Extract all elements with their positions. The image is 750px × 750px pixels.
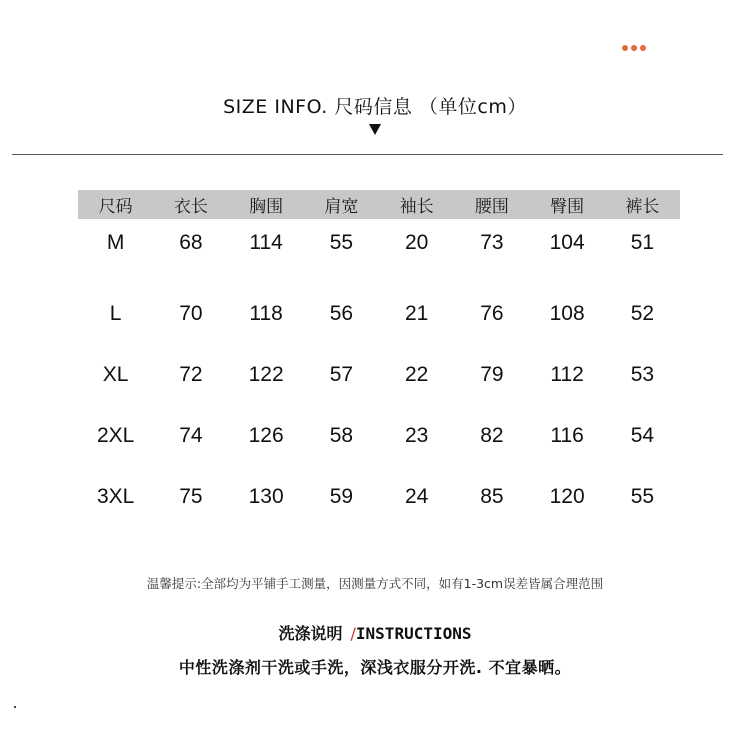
table-cell: 82 xyxy=(480,423,504,447)
table-cell: 76 xyxy=(480,301,504,325)
table-cell: 20 xyxy=(404,231,429,254)
table-cell: 116 xyxy=(550,423,584,447)
down-triangle-icon xyxy=(369,124,381,135)
column-header: 袖长 xyxy=(399,197,434,217)
table-cell: 58 xyxy=(329,423,354,447)
table-cell: 21 xyxy=(404,301,429,325)
table-cell: 55 xyxy=(630,484,655,508)
table-cell: 54 xyxy=(630,423,655,447)
care-instructions-text: 中性洗涤剂干洗或手洗，深浅衣服分开洗. 不宜暴晒。 xyxy=(178,658,572,677)
size-table xyxy=(78,190,680,527)
table-cell: 22 xyxy=(404,362,429,386)
table-cell: 59 xyxy=(329,484,354,508)
measurement-note: 温馨提示:全部均为平铺手工测量，因测量方式不同，如有1-3cm误差皆属合理范围 xyxy=(146,576,604,591)
size-label: 2XL xyxy=(96,423,135,447)
column-header: 胸围 xyxy=(249,197,284,217)
table-cell: 112 xyxy=(550,362,584,386)
stray-mark xyxy=(14,706,16,708)
size-label: XL xyxy=(102,362,129,386)
table-cell: 53 xyxy=(630,362,655,386)
table-row xyxy=(78,219,680,283)
care-heading-cn: 洗涤说明 xyxy=(278,624,343,643)
table-header-row xyxy=(78,190,680,219)
table-cell: 23 xyxy=(404,423,429,447)
column-header: 裤长 xyxy=(625,197,660,217)
table-cell: 51 xyxy=(630,231,655,254)
table-cell: 55 xyxy=(329,231,354,254)
table-cell: 24 xyxy=(404,484,429,508)
table-cell: 52 xyxy=(630,301,655,325)
table-cell: 57 xyxy=(329,362,354,386)
dot xyxy=(622,45,628,51)
size-label: L xyxy=(109,301,122,325)
table-cell: 114 xyxy=(249,231,283,254)
table-cell: 104 xyxy=(549,231,585,254)
column-header: 臀围 xyxy=(550,197,585,217)
table-row xyxy=(78,344,680,405)
table-cell: 56 xyxy=(329,301,354,325)
column-header: 腰围 xyxy=(474,197,509,217)
column-header: 衣长 xyxy=(173,197,208,217)
size-label: 3XL xyxy=(96,484,135,508)
table-cell: 120 xyxy=(549,484,585,508)
table-cell: 122 xyxy=(248,362,284,386)
column-header: 尺码 xyxy=(98,197,133,217)
page-title: SIZE INFO. 尺码信息 （单位cm） xyxy=(223,96,527,118)
table-cell: 72 xyxy=(179,362,203,386)
table-cell: 68 xyxy=(179,231,203,254)
table-cell: 75 xyxy=(179,484,203,508)
care-heading xyxy=(0,621,750,644)
table-cell: 108 xyxy=(549,301,585,325)
column-header: 肩宽 xyxy=(324,197,359,217)
divider xyxy=(12,154,723,155)
table-cell: 85 xyxy=(480,484,504,508)
care-heading-slash: / xyxy=(350,624,356,643)
table-cell: 79 xyxy=(480,362,504,386)
dot xyxy=(640,45,646,51)
more-dots-icon[interactable] xyxy=(622,45,646,51)
table-cell: 118 xyxy=(249,301,283,325)
table-row xyxy=(78,405,680,466)
size-label: M xyxy=(106,231,125,254)
table-row xyxy=(78,466,680,527)
table-cell: 70 xyxy=(179,301,203,325)
dot xyxy=(631,45,637,51)
table-cell: 73 xyxy=(480,231,504,254)
table-cell: 126 xyxy=(248,423,284,447)
table-cell: 130 xyxy=(248,484,284,508)
table-row xyxy=(78,283,680,344)
care-heading-en: INSTRUCTIONS xyxy=(355,624,472,643)
table-cell: 74 xyxy=(179,423,203,447)
